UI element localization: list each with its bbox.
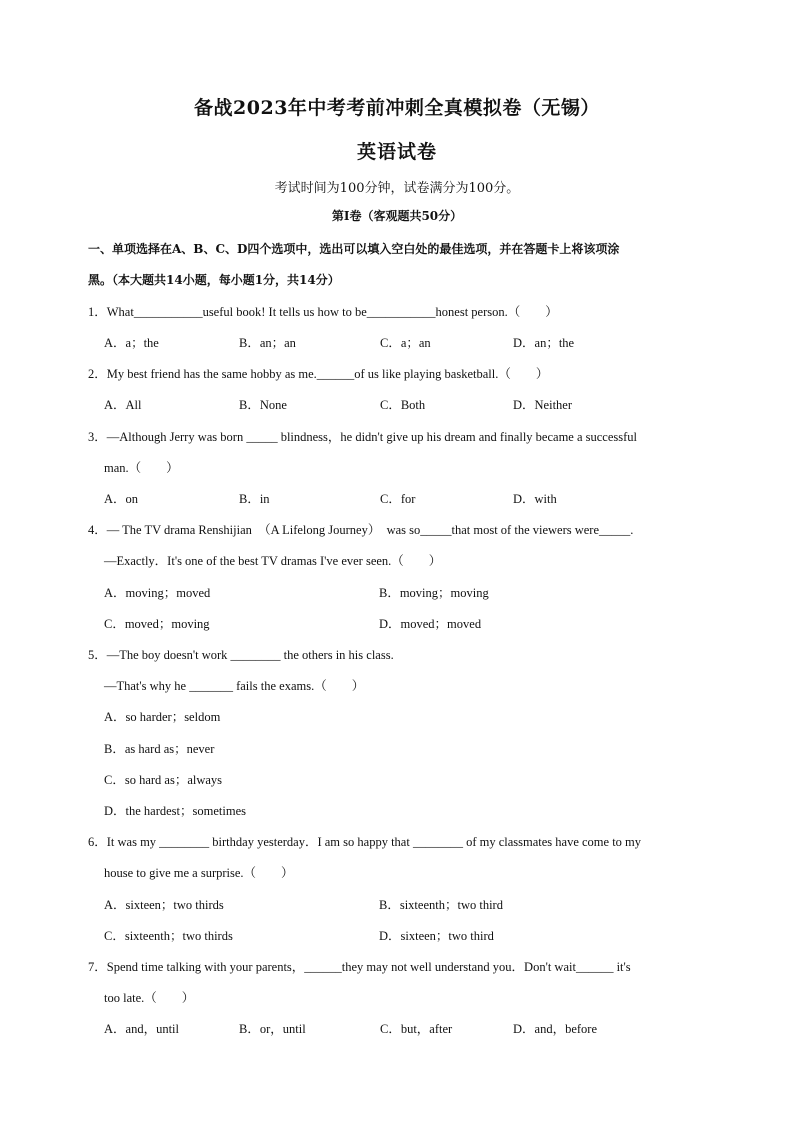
question-4-option-b[interactable]: B．moving；moving xyxy=(379,586,489,600)
question-6-line-2: house to give me a surprise.（ ） xyxy=(104,866,294,880)
question-5-option-b[interactable]: B．as hard as；never xyxy=(104,742,215,756)
question-2-option-a[interactable]: A．All xyxy=(104,398,142,412)
question-7-line-1: 7．Spend time talking with your parents，______they may not well understand you．Don't wait______ it's xyxy=(88,960,631,974)
question-3-option-c[interactable]: C．for xyxy=(380,492,416,506)
exam-title: 备战2023年中考考前冲刺全真模拟卷（无锡） xyxy=(194,97,600,119)
question-2-line-1: 2．My best friend has the same hobby as me.______of us like playing basketball.（ ） xyxy=(88,367,549,381)
volume-heading: 第I卷（客观题共50分） xyxy=(331,209,463,223)
question-6-option-c[interactable]: C．sixteenth；two thirds xyxy=(104,929,233,943)
question-4-line-2: —Exactly．It's one of the best TV dramas I've ever seen.（ ） xyxy=(104,554,442,568)
question-1-option-d[interactable]: D．an；the xyxy=(513,336,575,350)
question-7-line-2: too late.（ ） xyxy=(104,991,195,1005)
exam-subtitle: 英语试卷 xyxy=(356,141,437,163)
question-3-option-a[interactable]: A．on xyxy=(104,492,139,506)
question-4-line-1: 4．— The TV drama Renshijian （A Lifelong Journey） was so_____that most of the viewers were_____. xyxy=(88,523,634,537)
question-5-option-c[interactable]: C．so hard as；always xyxy=(104,773,223,787)
question-1-option-a[interactable]: A．a；the xyxy=(104,336,159,350)
question-5-line-2: —That's why he _______ fails the exams.（ ） xyxy=(104,679,365,693)
question-3-option-b[interactable]: B．in xyxy=(239,492,270,506)
question-3-line-2: man.（ ） xyxy=(104,461,179,475)
question-5-option-d[interactable]: D．the hardest；sometimes xyxy=(104,804,246,818)
question-7-option-a[interactable]: A．and，until xyxy=(104,1022,179,1036)
question-1-option-c[interactable]: C．a；an xyxy=(380,336,431,350)
question-3-option-d[interactable]: D．with xyxy=(513,492,557,506)
question-3-line-1: 3．—Although Jerry was born _____ blindness，he didn't give up his dream and finally became a successful xyxy=(88,430,638,444)
question-7-option-d[interactable]: D．and，before xyxy=(513,1022,597,1036)
section-instruction-line1: 一、单项选择在A、B、C、D四个选项中，选出可以填入空白处的最佳选项，并在答题卡上将该项涂 xyxy=(88,242,620,256)
question-5-option-a[interactable]: A．so harder；seldom xyxy=(104,710,221,724)
question-6-option-b[interactable]: B．sixteenth；two third xyxy=(379,898,503,912)
time-note: 考试时间为100分钟，试卷满分为100分。 xyxy=(274,181,520,196)
question-7-option-b[interactable]: B．or，until xyxy=(239,1022,306,1036)
question-2-option-d[interactable]: D．Neither xyxy=(513,398,573,412)
question-4-option-a[interactable]: A．moving；moved xyxy=(104,586,211,600)
question-1-line-1: 1．What___________useful book! It tells us how to be___________honest person.（ ） xyxy=(88,305,558,319)
question-6-line-1: 6．It was my ________ birthday yesterday．I am so happy that ________ of my classmates have come to my xyxy=(88,835,642,849)
question-2-option-c[interactable]: C．Both xyxy=(380,398,426,412)
question-7-option-c[interactable]: C．but，after xyxy=(380,1022,453,1036)
section-instruction-line2: 黑。（本大题共14小题，每小题1分，共14分） xyxy=(88,273,340,287)
question-6-option-d[interactable]: D．sixteen；two third xyxy=(379,929,494,943)
question-1-option-b[interactable]: B．an；an xyxy=(239,336,296,350)
question-4-option-c[interactable]: C．moved；moving xyxy=(104,617,210,631)
question-4-option-d[interactable]: D．moved；moved xyxy=(379,617,482,631)
question-5-line-1: 5．—The boy doesn't work ________ the others in his class. xyxy=(88,648,394,662)
question-2-option-b[interactable]: B．None xyxy=(239,398,287,412)
question-6-option-a[interactable]: A．sixteen；two thirds xyxy=(104,898,224,912)
